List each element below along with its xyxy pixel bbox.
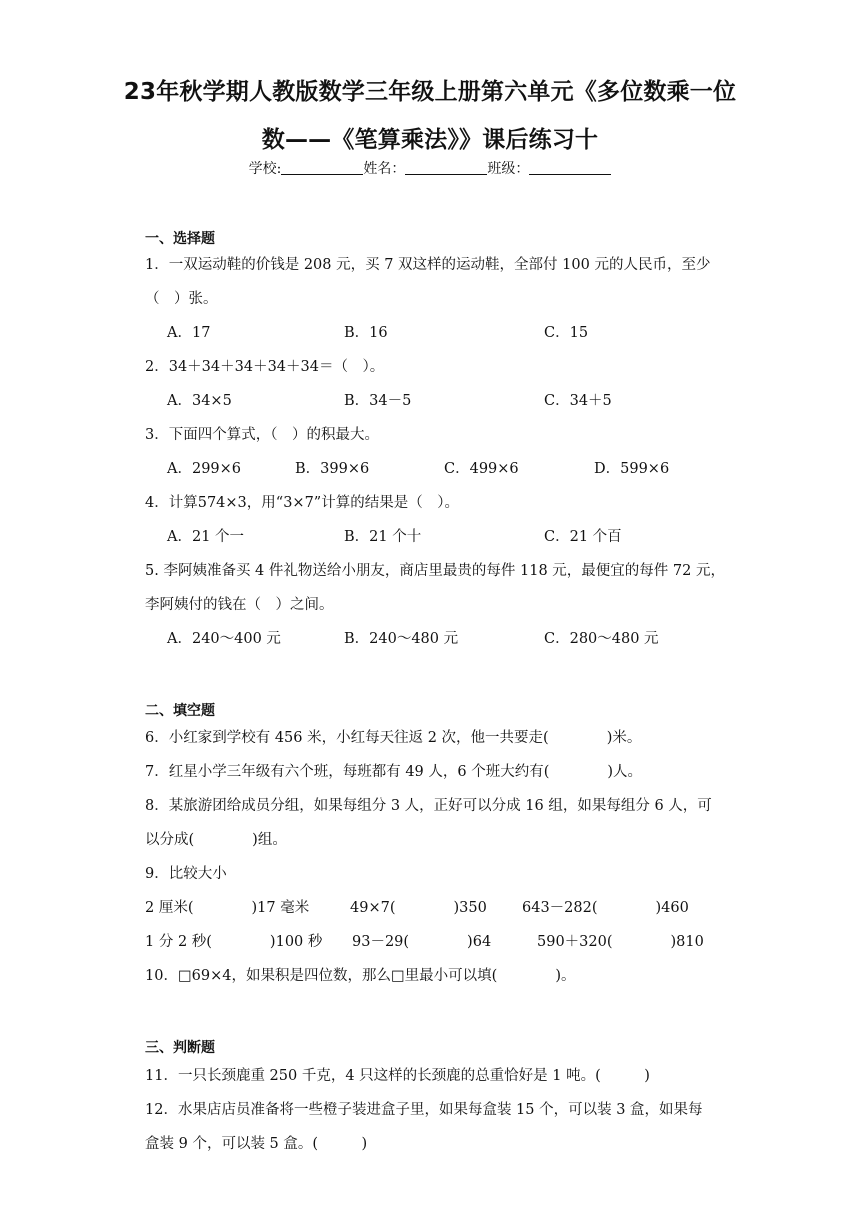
- question-5-option-b[interactable]: B．240～480 元: [344, 631, 459, 647]
- question-6: 6．小红家到学校有 456 米，小红每天往返 2 次，他一共要走( )米。: [145, 730, 642, 746]
- question-11: 11．一只长颈鹿重 250 千克，4 只这样的长颈鹿的总重恰好是 1 吨。( ): [145, 1068, 650, 1084]
- question-3-option-b[interactable]: B．399×6: [295, 461, 370, 477]
- question-9: 9．比较大小: [145, 866, 227, 882]
- question-5-line-2: 李阿姨付的钱在（ ）之间。: [145, 597, 334, 613]
- compare-item: 1 分 2 秒( )100 秒: [145, 934, 323, 950]
- question-2-option-a[interactable]: A．34×5: [167, 393, 232, 409]
- name-blank[interactable]: [405, 160, 487, 175]
- question-3-option-c[interactable]: C．499×6: [444, 461, 519, 477]
- question-1-option-a[interactable]: A．17: [167, 325, 211, 341]
- school-blank[interactable]: [281, 160, 363, 175]
- question-10: 10．□69×4，如果积是四位数，那么□里最小可以填( )。: [145, 968, 576, 984]
- question-3: 3．下面四个算式，（ ）的积最大。: [145, 427, 379, 443]
- question-12-line-2: 盒装 9 个，可以装 5 盒。( ): [145, 1136, 368, 1152]
- compare-item: 93－29( )64: [352, 934, 492, 950]
- question-3-option-a[interactable]: A．299×6: [167, 461, 242, 477]
- question-2-option-b[interactable]: B．34－5: [344, 393, 412, 409]
- compare-item: 2 厘米( )17 毫米: [145, 900, 310, 916]
- question-7: 7．红星小学三年级有六个班，每班都有 49 人，6 个班大约有( )人。: [145, 764, 643, 780]
- question-5-option-a[interactable]: A．240～400 元: [167, 631, 281, 647]
- section-heading-fill: 二、填空题: [145, 703, 215, 719]
- question-5-line-1: 5. 李阿姨准备买 4 件礼物送给小朋友，商店里最贵的每件 118 元，最便宜的每件 72 元，: [145, 563, 725, 579]
- school-label: 学校:: [248, 161, 282, 177]
- question-4-option-b[interactable]: B．21 个十: [344, 529, 422, 545]
- question-4-option-a[interactable]: A．21 个一: [167, 529, 245, 545]
- question-1-option-b[interactable]: B．16: [344, 325, 388, 341]
- worksheet-title-line-2: 数——《笔算乘法》》课后练习十: [261, 127, 599, 153]
- question-4: 4．计算574×3，用“3×7”计算的结果是（ ）。: [145, 495, 459, 511]
- compare-item: 643－282( )460: [522, 900, 689, 916]
- question-1-line-1: 1．一双运动鞋的价钱是 208 元，买 7 双这样的运动鞋，全部付 100 元的人民币，至少: [145, 257, 711, 273]
- question-2-option-c[interactable]: C．34＋5: [544, 393, 612, 409]
- question-4-option-c[interactable]: C．21 个百: [544, 529, 622, 545]
- class-label: 班级：: [487, 161, 530, 177]
- class-blank[interactable]: [529, 160, 611, 175]
- question-2: 2．34＋34＋34＋34＋34＝（ ）。: [145, 359, 385, 375]
- worksheet-title-line-1: 23年秋学期人教版数学三年级上册第六单元《多位数乘一位: [123, 79, 737, 105]
- student-info-row: [0, 158, 860, 178]
- compare-item: 590＋320( )810: [537, 934, 704, 950]
- question-3-option-d[interactable]: D．599×6: [594, 461, 670, 477]
- question-8-line-2: 以分成( )组。: [145, 832, 287, 848]
- compare-item: 49×7( )350: [350, 900, 487, 916]
- question-8-line-1: 8．某旅游团给成员分组，如果每组分 3 人，正好可以分成 16 组，如果每组分 6 人，可: [145, 798, 712, 814]
- question-1-line-2: （ ）张。: [145, 291, 218, 307]
- section-heading-judge: 三、判断题: [145, 1040, 215, 1056]
- question-12-line-1: 12．水果店店员准备将一些橙子装进盒子里，如果每盒装 15 个，可以装 3 盒，如果每: [145, 1102, 703, 1118]
- question-5-option-c[interactable]: C．280～480 元: [544, 631, 659, 647]
- name-label: 姓名：: [363, 161, 406, 177]
- question-1-option-c[interactable]: C．15: [544, 325, 589, 341]
- section-heading-choice: 一、选择题: [145, 231, 215, 247]
